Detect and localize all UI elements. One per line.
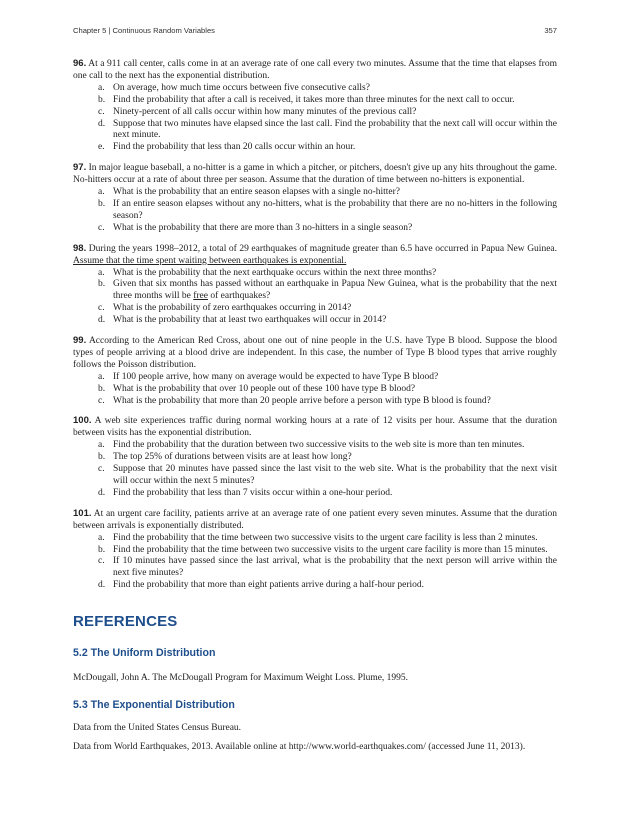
- problem-stem: [73, 415, 557, 440]
- list-item: a. Find the probability that the time between two successive visits to the urgent care facility is less than 2 minutes.: [98, 532, 538, 543]
- problem-stem: [73, 508, 557, 533]
- problem-parts: [73, 440, 557, 500]
- problem-number: 98.: [73, 242, 87, 254]
- list-item: a. If 100 people arrive, how many on average would be expected to have Type B blood?: [98, 371, 439, 382]
- list-item: b. Given that six months has passed without an earthquake in Papua New Guinea, what is the probability that the next three months will be free of earthquakes?: [98, 279, 557, 302]
- references-heading: REFERENCES: [73, 613, 178, 631]
- problem-parts: [73, 268, 557, 328]
- page-number: 357: [544, 26, 557, 35]
- problem-stem: [73, 162, 557, 187]
- list-item: b. What is the probability that over 10 people out of these 100 have type B blood?: [98, 383, 416, 394]
- reference-entry: Data from World Earthquakes, 2013. Available online at http://www.world-earthquakes.com/ (accessed June 11, 2013).: [73, 742, 526, 753]
- section-heading-uniform: 5.2 The Uniform Distribution: [73, 647, 216, 660]
- reference-entry: Data from the United States Census Bureau.: [73, 723, 242, 734]
- problem-number: 96.: [73, 58, 87, 69]
- list-item: d. Find the probability that more than eight patients arrive during a half-hour period.: [98, 580, 425, 591]
- problem-parts: [73, 533, 557, 593]
- list-item: b. Find the probability that after a call is received, it takes more than three minutes for the next call to occur.: [98, 94, 515, 105]
- list-item: a. What is the probability that an entire season elapses with a single no-hitter?: [98, 187, 401, 198]
- problem-text: A web site experiences traffic during normal working hours at a rate of 12 visits per hour. Assume that the duration between visits has the exponential distribution.: [73, 416, 557, 439]
- problem-stem: [73, 335, 557, 372]
- list-item: d. What is the probability that at least two earthquakes will occur in 2014?: [98, 315, 387, 326]
- list-item: b. If an entire season elapses without any no-hitters, what is the probability that there are no no-hitters in the following season?: [98, 198, 557, 221]
- underlined-assumption: Assume that the time spent waiting between earthquakes is exponential.: [73, 255, 347, 266]
- list-item: c. Ninety-percent of all calls occur within how many minutes of the previous call?: [98, 106, 417, 117]
- problem-stem: 98. During the years 1998–2012, a total of 29 earthquakes of magnitude greater than 6.5 have occurred in Papua New Guinea. Assume that the time spent waiting between earthquakes is exponential.: [73, 242, 557, 266]
- section-heading-exponential: 5.3 The Exponential Distribution: [73, 699, 235, 712]
- problem-96: [73, 58, 557, 154]
- problem-number: 101.: [73, 507, 92, 519]
- list-item: c. What is the probability of zero earthquakes occurring in 2014?: [98, 303, 352, 314]
- list-item: a. What is the probability that the next earthquake occurs within the next three months?: [98, 267, 437, 278]
- running-header: [73, 26, 557, 35]
- problem-stem: [73, 58, 557, 83]
- list-item: d. Find the probability that less than 7 visits occur within a one-hour period.: [98, 487, 393, 498]
- reference-entry: McDougall, John A. The McDougall Program for Maximum Weight Loss. Plume, 1995.: [73, 673, 409, 684]
- list-item: d. Suppose that two minutes have elapsed since the last call. Find the probability that the next call will occur within the next minute.: [98, 118, 557, 141]
- problem-number: 97.: [73, 162, 87, 174]
- problem-number: 100.: [73, 415, 92, 427]
- problem-text: According to the American Red Cross, about one out of nine people in the U.S. have Type B blood. Suppose the blood types of people arriving at a blood drive are independent. In this case, the number of Type B blood types that arrive roughly follows the Poisson distribution.: [73, 336, 557, 370]
- page-content: [73, 58, 557, 753]
- problem-number: 99.: [73, 335, 87, 347]
- problem-text: At a 911 call center, calls come in at an average rate of one call every two minutes. Assume that the time that elapses from one call to the next has the exponential distribution.: [73, 59, 557, 81]
- chapter-title: Chapter 5 | Continuous Random Variables: [73, 26, 215, 35]
- problem-100: [73, 415, 557, 499]
- problem-101: [73, 508, 557, 592]
- problem-parts: [73, 187, 557, 235]
- problem-text: In major league baseball, a no-hitter is a game in which a pitcher, or pitchers, doesn't give up any hits throughout the game. No-hitters occur at a rate of about three per season. Assume that the duration of time between no-hitters is exponential.: [73, 163, 558, 186]
- problem-99: [73, 335, 557, 407]
- list-item: c. If 10 minutes have passed since the last arrival, what is the probability that the next person will arrive within the next five minutes?: [98, 556, 557, 579]
- problem-text: At an urgent care facility, patients arrive at an average rate of one patient every seven minutes. Assume that the duration between arrivals is exponentially distributed.: [73, 508, 557, 531]
- list-item: c. Suppose that 20 minutes have passed since the last visit to the web site. What is the probability that the next visit will occur within the next 5 minutes?: [98, 464, 557, 486]
- list-item: b. The top 25% of durations between visits are at least how long?: [98, 452, 352, 463]
- list-item: e. Find the probability that less than 20 calls occur within an hour.: [98, 142, 356, 153]
- problem-97: [73, 162, 557, 234]
- list-item: b. Find the probability that the time between two successive visits to the urgent care facility is more than 15 minutes.: [98, 544, 548, 555]
- list-item: c. What is the probability that there are more than 3 no-hitters in a single season?: [98, 222, 413, 233]
- list-item: a. Find the probability that the duration between two successive visits to the web site is more than ten minutes.: [98, 440, 525, 451]
- problem-98: [73, 243, 557, 327]
- list-item: c. What is the probability that more than 20 people arrive before a person with type B blood is found?: [98, 395, 491, 406]
- list-item: a. On average, how much time occurs between five consecutive calls?: [98, 82, 370, 93]
- problem-parts: [73, 372, 557, 408]
- problem-parts: [73, 83, 557, 154]
